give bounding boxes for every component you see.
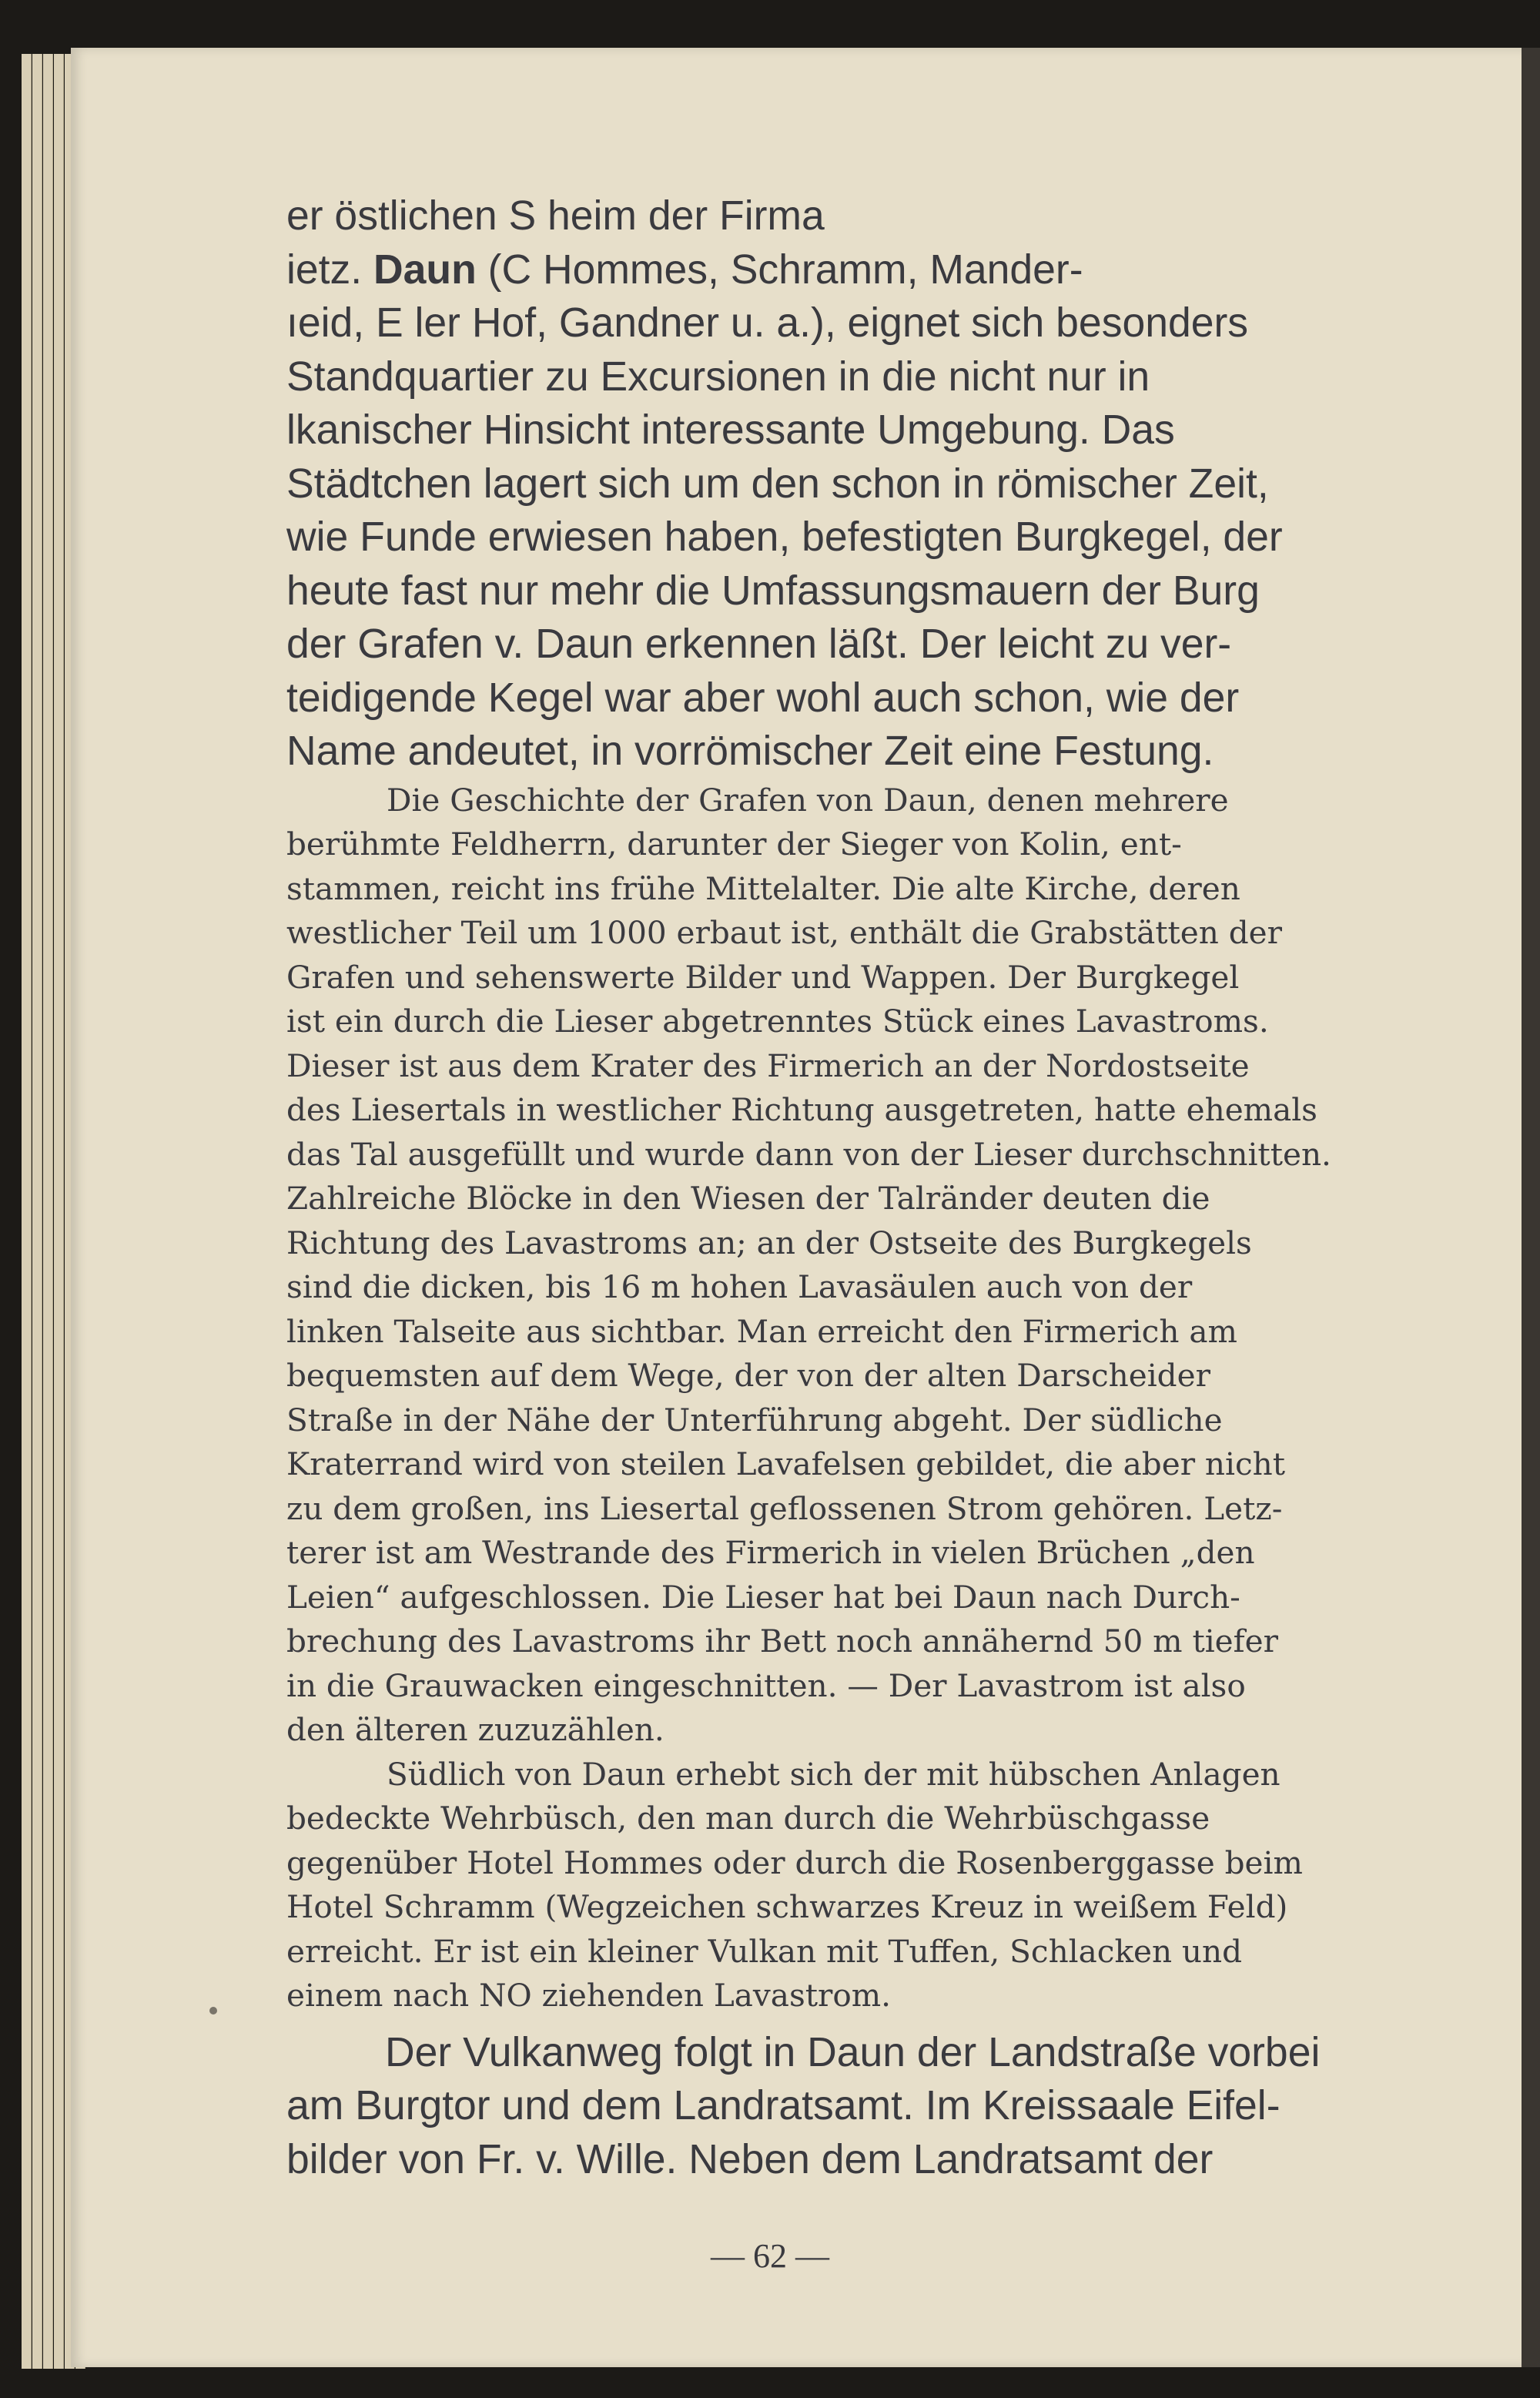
text-line: Der Vulkanweg folgt in Daun der Landstraße vorbei (385, 2029, 1321, 2075)
text-line: zu dem großen, ins Liesertal geflossenen Strom gehören. Letz- (286, 1489, 1283, 1527)
binding-shadow (1522, 48, 1540, 2367)
text-line: Grafen und sehenswerte Bilder und Wappen. Der Burgkegel (286, 958, 1240, 996)
text-line: heute fast nur mehr die Umfassungsmauern der Burg (286, 568, 1260, 614)
text-fragment: (C Hommes, Schramm, Mander- (487, 246, 1083, 293)
text-line: erreicht. Er ist ein kleiner Vulkan mit Tuffen, Schlacken und (286, 1932, 1243, 1970)
page-text (286, 189, 1449, 2186)
text-line: Richtung des Lavastroms an; an der Ostseite des Burgkegels (286, 1224, 1252, 1261)
text-line: des Liesertals in westlicher Richtung ausgetreten, hatte ehemals (286, 1091, 1317, 1128)
small-paragraph-history (286, 779, 1449, 1753)
text-line: sind die dicken, bis 16 m hohen Lavasäulen auch von der (286, 1268, 1193, 1305)
scan-speck (209, 2007, 217, 2015)
text-line: am Burgtor und dem Landratsamt. Im Kreissaale Eifel- (286, 2083, 1281, 2128)
text-line: der Grafen v. Daun erkennen läßt. Der leicht zu ver- (286, 621, 1232, 667)
text-line: das Tal ausgefüllt und wurde dann von der Lieser durchschnitten. (286, 1135, 1331, 1173)
text-fragment: ietz. (286, 246, 363, 293)
text-line: berühmte Feldherrn, darunter der Sieger von Kolin, ent- (286, 826, 1182, 862)
text-line: Dieser ist aus dem Krater des Firmerich an der Nordostseite (286, 1047, 1250, 1084)
bottom-paragraph (286, 2026, 1449, 2187)
text-line: Standquartier zu Excursionen in die nicht nur in (286, 353, 1150, 400)
text-line: Kraterrand wird von steilen Lavafelsen gebildet, die aber nicht (286, 1445, 1286, 1482)
text-line: teidigende Kegel war aber wohl auch schon, wie der (286, 675, 1240, 721)
text-line: bedeckte Wehrbüsch, den man durch die Wehrbüschgasse (286, 1800, 1210, 1837)
text-line: bequemsten auf dem Wege, der von der alten Darscheider (286, 1357, 1210, 1394)
text-line: Hotel Schramm (Wegzeichen schwarzes Kreuz in weißem Feld) (286, 1888, 1288, 1925)
text-line: Leien“ aufgeschlossen. Die Lieser hat bei Daun nach Durch- (286, 1578, 1240, 1616)
text-line: Südlich von Daun erhebt sich der mit hübschen Anlagen (387, 1755, 1281, 1793)
text-line: westlicher Teil um 1000 erbaut ist, enthält die Grabstätten der (286, 914, 1282, 951)
text-line: brechung des Lavastroms ihr Bett noch annähernd 50 m tiefer (286, 1623, 1278, 1660)
page-number: — 62 — (711, 2237, 829, 2275)
text-line: lkanischer Hinsicht interessante Umgebung. Das (286, 407, 1175, 453)
text-line: linken Talseite aus sichtbar. Man erreicht den Firmerich am (286, 1312, 1237, 1350)
text-line (286, 243, 1449, 297)
text-line: ist ein durch die Lieser abgetrenntes Stück eines Lavastroms. (286, 1003, 1269, 1040)
text-line: wie Funde erwiesen haben, befestigten Burgkegel, der (286, 514, 1283, 560)
place-name-daun: Daun (373, 246, 477, 293)
small-paragraph-wehrbuesch (286, 1753, 1449, 2018)
text-line: stammen, reicht ins frühe Mittelalter. Die alte Kirche, deren (286, 869, 1240, 907)
page-edge (32, 54, 42, 2369)
text-line: terer ist am Westrande des Firmerich in vielen Brüchen „den (286, 1534, 1255, 1571)
text-line: gegenüber Hotel Hommes oder durch die Rosenberggasse beim (286, 1844, 1303, 1881)
text-line: Zahlreiche Blöcke in den Wiesen der Talränder deuten die (286, 1180, 1210, 1217)
text-line: bilder von Fr. v. Wille. Neben dem Landratsamt der (286, 2136, 1214, 2182)
text-line: er östlichen S heim der Firma (286, 193, 825, 239)
page-edge (54, 54, 64, 2369)
text-line: Städtchen lagert sich um den schon in römischer Zeit, (286, 461, 1269, 507)
page-edge (22, 54, 32, 2369)
text-line: Die Geschichte der Grafen von Daun, denen mehrere (387, 781, 1229, 819)
text-line: Straße in der Nähe der Unterführung abgeht. Der südliche (286, 1401, 1223, 1438)
text-line: ıeid, E ler Hof, Gandner u. a.), eignet sich besonders (286, 300, 1249, 346)
text-line: Name andeutet, in vorrömischer Zeit eine Festung. (286, 728, 1214, 774)
text-line: einem nach NO ziehenden Lavastrom. (286, 1977, 892, 2014)
page-edge (43, 54, 53, 2369)
text-line: den älteren zuzuzählen. (286, 1711, 665, 1748)
top-paragraph (286, 189, 1449, 779)
text-line: in die Grauwacken eingeschnitten. — Der Lavastrom ist also (286, 1666, 1246, 1704)
